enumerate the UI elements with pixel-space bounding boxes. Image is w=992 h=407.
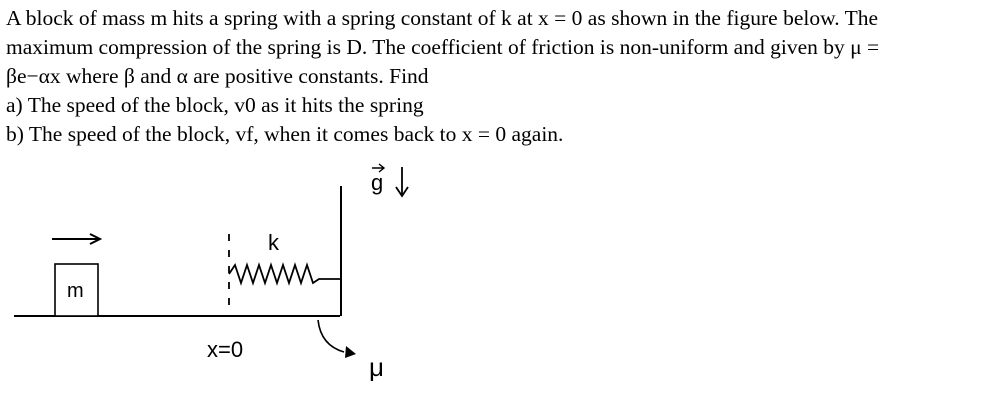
spring-coil	[229, 265, 341, 283]
question-part-b: b) The speed of the block, vf, when it comes back to x = 0 again.	[6, 122, 564, 146]
gravity-label: g	[371, 170, 384, 195]
question-part-a: a) The speed of the block, v0 as it hits the spring	[6, 93, 424, 117]
problem-line-2: maximum compression of the spring is D. The coefficient of friction is non-uniform and given by μ =	[6, 35, 880, 59]
problem-line-3: βe−αx where β and α are positive constants. Find	[6, 64, 429, 88]
problem-line-1: A block of mass m hits a spring with a spring constant of k at x = 0 as shown in the figure below. The	[6, 6, 878, 30]
origin-label: x=0	[207, 337, 244, 362]
block-label: m	[67, 280, 84, 302]
friction-label: μ	[369, 352, 384, 382]
down-arrow-icon	[396, 167, 408, 196]
friction-pointer-icon	[318, 320, 356, 358]
spring-label: k	[268, 230, 279, 255]
velocity-arrow-icon	[52, 234, 100, 244]
